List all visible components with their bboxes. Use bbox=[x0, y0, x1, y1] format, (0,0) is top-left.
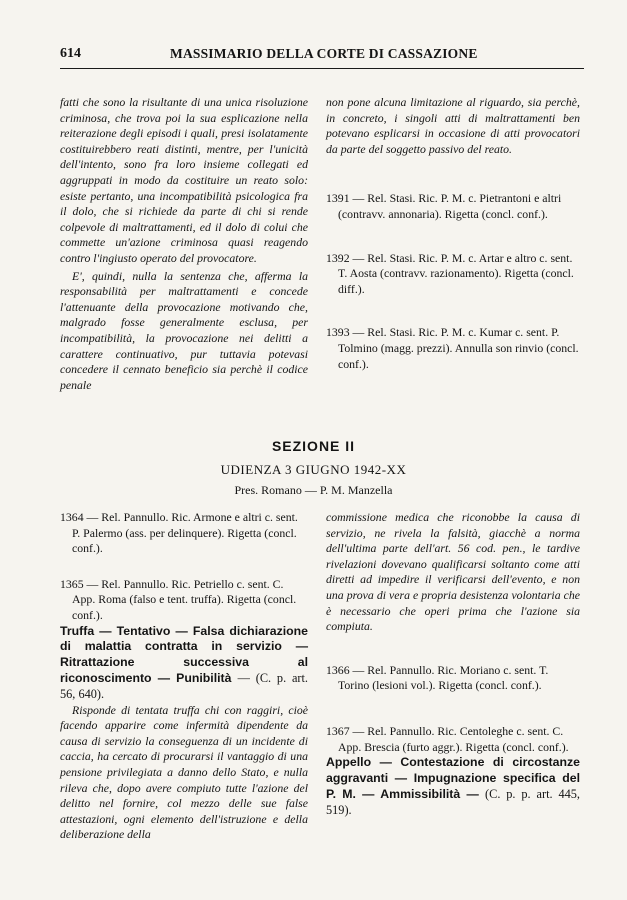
page-header bbox=[60, 46, 580, 68]
body-continuation: commissione medica che riconobbe la causa di servizio, ne rivela la falsità, giacchè a norma dell'ultima parte dell'art. 56 cod. pen., le tardive rivelazioni dovevano qualificarsi soltanto come atti diretti ad impedire il verificarsi dell'evento, e non una prova di vera e propria desistenza volontaria che è necessario che operi prima che l'azione sia compiuta. bbox=[326, 510, 580, 634]
running-title: MASSIMARIO DELLA CORTE DI CASSAZIONE bbox=[170, 46, 478, 61]
entry-1364-text: 1364 — Rel. Pannullo. Ric. Armone e altri c. sent. P. Palermo (ass. per delinquere). Rigetta (concl. conf.). bbox=[60, 510, 298, 556]
entry-1366 bbox=[326, 663, 580, 694]
topic-1365-text: Truffa — Tentativo — Falsa dichiarazione di malattia contratta in servizio — Ritrattazione successiva al riconoscimento — Punibilità bbox=[60, 623, 308, 685]
paragraph-continuation-right: non pone alcuna limitazione al riguardo, sia perchè, in concreto, i singoli atti di maltrattamenti ben potevano esplicarsi in occasione di atti provocatori da parte del soggetto passivo del reato. bbox=[326, 95, 580, 156]
entry-1365 bbox=[60, 577, 308, 624]
topic-1367-reference: (C. p. p. art. 445, 519). bbox=[326, 786, 580, 817]
top-left-column bbox=[60, 95, 308, 393]
entry-1391 bbox=[326, 191, 580, 222]
topic-1367 bbox=[326, 755, 580, 818]
entry-1392 bbox=[326, 251, 580, 298]
top-right-column bbox=[326, 95, 580, 372]
bottom-left-column bbox=[60, 510, 308, 843]
topic-1367-text: Appello — Contestazione di circostanze aggravanti — Impugnazione specifica del P. M. — Ammissibilità — bbox=[326, 755, 580, 801]
entry-1365-text: 1365 — Rel. Pannullo. Ric. Petriello c. sent. C. App. Roma (falso e tent. truffa). Rigetta (concl. conf.). bbox=[60, 576, 297, 622]
entry-1367 bbox=[326, 724, 580, 755]
header-rule bbox=[60, 68, 584, 69]
paragraph-conclusion: E', quindi, nulla la sentenza che, afferma la responsabilità per maltrattamenti e concede l'attenuante della provocazione motivando che, malgrado fosse generalmente esclusa, per incompatibilità, la provocazione nei delitti a carattere continuativo, pur tuttavia potevasi concedere il cennato beneficio sia perchè il codice penale bbox=[60, 268, 308, 392]
entry-1367-text: 1367 — Rel. Pannullo. Ric. Centoleghe c. sent. C. App. Brescia (furto aggr.). Rigetta (concl. conf.). bbox=[326, 723, 569, 754]
president-line: Pres. Romano — P. M. Manzella bbox=[234, 483, 393, 497]
topic-1365 bbox=[60, 624, 308, 703]
entry-1366-text: 1366 — Rel. Pannullo. Ric. Moriano c. sent. T. Torino (lesioni vol.). Rigetta (concl. conf.). bbox=[326, 662, 549, 693]
paragraph-continuation: fatti che sono la risultante di una unica risoluzione criminosa, che trova poi la sua esplicazione nella reiterazione degli episodi i quali, presi isolatamente costituirebbero reati distinti, mentre, per l'unicità dell'intento, sono fra loro insieme collegati ed aggruppati in modo da costituire un reato solo: esiste pertanto, una incompatibilità psicologica fra il dolo, che si richiede da parte di chi si rende colpevole di maltrattamenti, ed il dolo di colui che commette un'azione criminosa quasi reagendo contro l'ingiusto operato del provocatore. bbox=[60, 95, 308, 265]
page-number: 614 bbox=[60, 46, 81, 61]
entry-1364 bbox=[60, 510, 308, 557]
bottom-right-column bbox=[326, 510, 580, 818]
hearing-date: UDIENZA 3 GIUGNO 1942-XX bbox=[220, 462, 407, 477]
section-heading: SEZIONE II bbox=[271, 438, 356, 454]
body-1365: Risponde di tentata truffa chi con raggiri, cioè facendo apparire come infermità dipendente da causa di servizio la conseguenza di un incidente di caccia, ha cercato di procurarsi il vantaggio di una pensione privilegiata a danno dello Stato, e nulla rileva che, dopo avere compiuto tutte l'azione del delitto nel fornire, col mezzo delle sue false attestazioni, ogni elemento dell'istruzione e della deliberazione della bbox=[60, 702, 308, 842]
entry-1393-text: 1393 — Rel. Stasi. Ric. P. M. c. Kumar c. sent. P. Tolmino (magg. prezzi). Annulla son rinvio (concl. conf.). bbox=[326, 325, 579, 371]
entry-1391-text: 1391 — Rel. Stasi. Ric. P. M. c. Pietrantoni e altri (contravv. annonaria). Rigetta (concl. conf.). bbox=[326, 191, 562, 221]
entry-1392-text: 1392 — Rel. Stasi. Ric. P. M. c. Artar e altro c. sent. T. Aosta (contravv. razionamento). Rigetta (concl. diff.). bbox=[326, 250, 574, 296]
topic-1365-reference: — (C. p. art. 56, 640). bbox=[60, 670, 308, 701]
entry-1393 bbox=[326, 325, 580, 372]
